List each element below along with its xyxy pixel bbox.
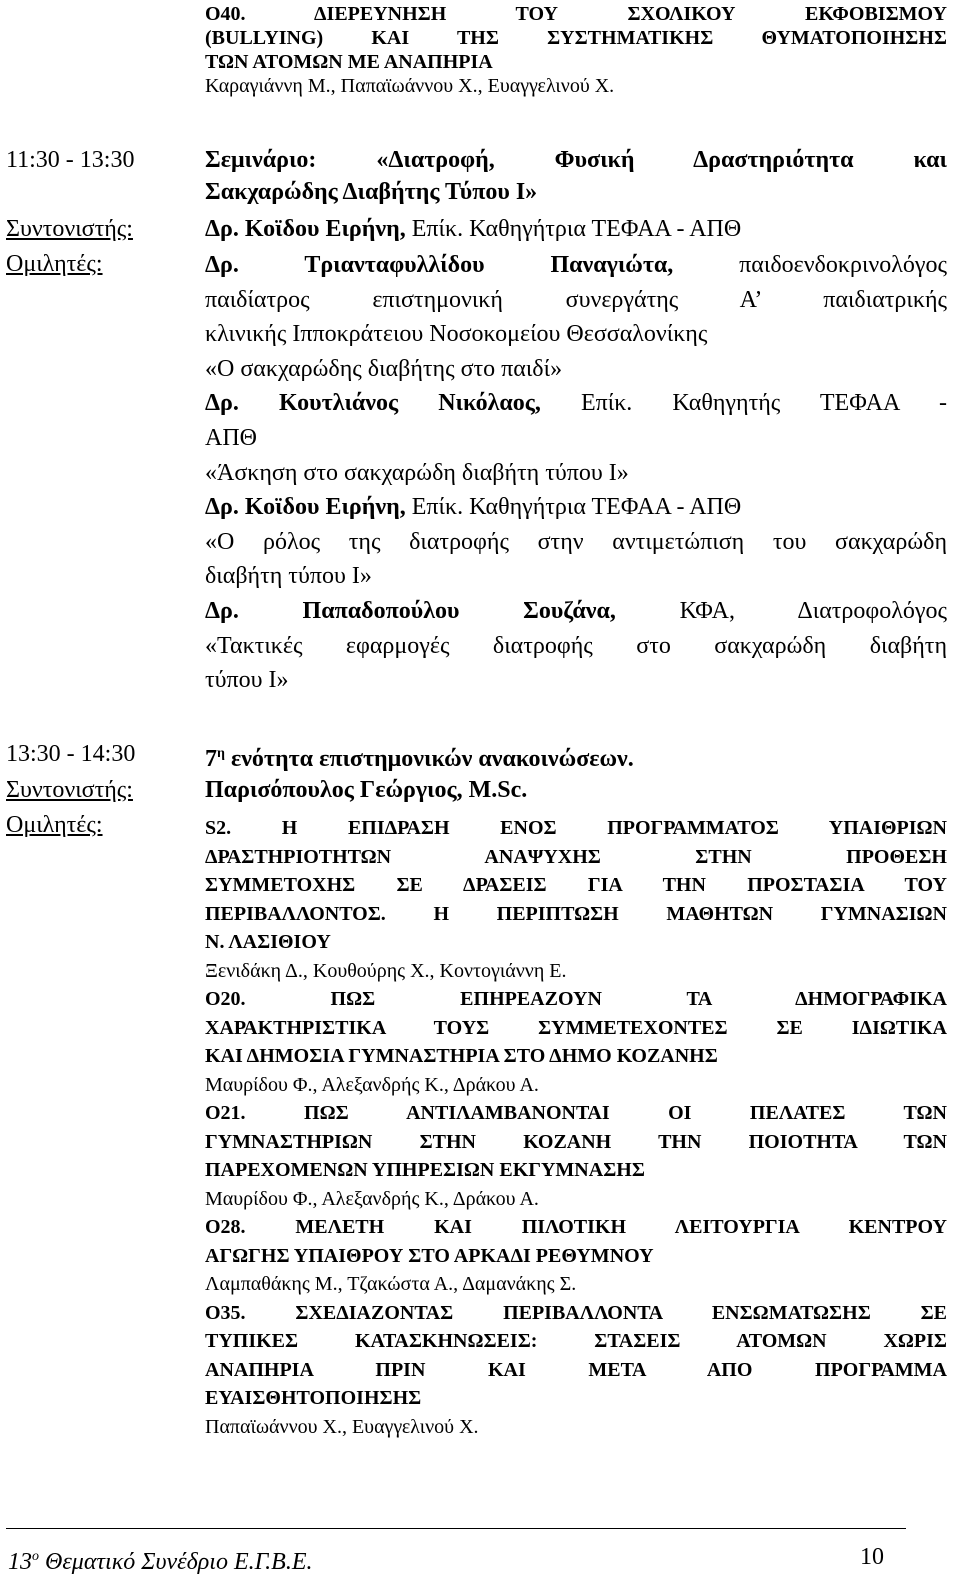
speaker-heading xyxy=(205,386,947,421)
speaker-talk: «Τακτικές εφαρμογές διατροφής στο σακχαρώδη διαβήτη xyxy=(205,632,947,659)
speaker-talk: διαβήτη τύπου Ι» xyxy=(205,563,372,590)
paper-title-line: ΤΥΠΙΚΕΣ ΚΑΤΑΣΚΗΝΩΣΕΙΣ: ΣΤΑΣΕΙΣ ΑΤΟΜΩΝ ΧΩΡΙΣ xyxy=(205,1330,947,1352)
paper-title-line: ΠΑΡΕΧΟΜΕΝΩΝ ΥΠΗΡΕΣΙΩΝ ΕΚΓΥΜΝΑΣΗΣ xyxy=(205,1159,645,1181)
paper-title-line: Ο35. ΣΧΕΔΙΑΖΟΝΤΑΣ ΠΕΡΙΒΑΛΛΟΝΤΑ ΕΝΣΩΜΑΤΩΣΗΣ ΣΕ xyxy=(205,1301,947,1324)
seminar-title-line: Σεμινάριο: «Διατροφή, Φυσική Δραστηριότητα και xyxy=(205,147,947,173)
section7-title-num: 7 xyxy=(205,746,217,772)
speaker-role: παιδοενδοκρινολόγος xyxy=(673,252,947,278)
paper-title-line: Ν. ΛΑΣΙΘΙΟΥ xyxy=(205,931,331,953)
paper-authors: Μαυρίδου Φ., Αλεξανδρής Κ., Δράκου Α. xyxy=(205,1073,539,1096)
seminar-title-line: Σακχαρώδης Διαβήτης Τύπου Ι» xyxy=(205,179,538,205)
section7-title xyxy=(205,738,947,775)
speaker-talk: «Άσκηση στο σακχαρώδη διαβήτη τύπου Ι» xyxy=(205,459,629,486)
paper-title-line: (BULLYING) ΚΑΙ ΤΗΣ ΣΥΣΤΗΜΑΤΙΚΗΣ ΘΥΜΑΤΟΠΟΙΗΣΗΣ xyxy=(205,27,947,49)
paper-authors: Ξενιδάκη Δ., Κουθούρης Χ., Κοντογιάννη Ε. xyxy=(205,959,567,982)
seminar-title xyxy=(205,144,947,208)
seminar-coordinator xyxy=(205,213,947,245)
paper-title-line: Ο21. ΠΩΣ ΑΝΤΙΛΑΜΒΑΝΟΝΤΑΙ ΟΙ ΠΕΛΑΤΕΣ ΤΩΝ xyxy=(205,1102,947,1124)
paper-title-line: ΔΡΑΣΤΗΡΙΟΤΗΤΩΝ ΑΝΑΨΥΧΗΣ ΣΤΗΝ ΠΡΟΘΕΣΗ xyxy=(205,845,947,868)
section7-coordinator: Παρισόπουλος Γεώργιος, M.Sc. xyxy=(205,777,528,803)
footer-num: 13 xyxy=(8,1549,32,1575)
paper-title-line: Ο40. ΔΙΕΡΕΥΝΗΣΗ ΤΟΥ ΣΧΟΛΙΚΟΥ ΕΚΦΟΒΙΣΜΟΥ xyxy=(205,3,947,25)
speaker-role: ΚΦΑ, Διατροφολόγος xyxy=(615,597,948,624)
speaker-heading xyxy=(205,248,947,283)
speaker-heading xyxy=(205,490,947,525)
seminar-time: 11:30 - 13:30 xyxy=(6,147,135,173)
paper-title-line: Ο20. ΠΩΣ ΕΠΗΡΕΑΖΟΥΝ ΤΑ ΔΗΜΟΓΡΑΦΙΚΑ xyxy=(205,988,947,1010)
speaker-heading xyxy=(205,594,947,629)
speaker-role-line: κλινικής Ιπποκράτειου Νοσοκομείου Θεσσαλονίκης xyxy=(205,321,708,348)
paper-title-line: ΑΓΩΓΗΣ ΥΠΑΙΘΡΟΥ ΣΤΟ ΑΡΚΑΔΙ ΡΕΘΥΜΝΟΥ xyxy=(205,1244,654,1267)
section7-coordinator-label: Συντονιστής: xyxy=(6,777,133,803)
paper-authors: Μαυρίδου Φ., Αλεξανδρής Κ., Δράκου Α. xyxy=(205,1187,539,1210)
speaker-name: Δρ. Κοϊδου Ειρήνη, xyxy=(205,494,406,521)
speaker-role-line: παιδίατρος επιστημονική συνεργάτης Α’ παιδιατρικής xyxy=(205,286,947,313)
footer-title: Θεματικό Συνέδριο Ε.Γ.Β.Ε. xyxy=(39,1549,313,1575)
page-number: 10 xyxy=(860,1544,884,1570)
footer-rule xyxy=(6,1528,906,1529)
paper-title-line: Ο28. ΜΕΛΕΤΗ ΚΑΙ ΠΙΛΟΤΙΚΗ ΛΕΙΤΟΥΡΓΙΑ ΚΕΝΤΡΟΥ xyxy=(205,1216,947,1238)
speaker-role: Επίκ. Καθηγητής ΤΕΦΑΑ - xyxy=(540,390,947,417)
paper-title-line: ΑΝΑΠΗΡΙΑ ΠΡΙΝ ΚΑΙ ΜΕΤΑ ΑΠΟ ΠΡΟΓΡΑΜΜΑ xyxy=(205,1358,947,1381)
paper-title-line: ΤΩΝ ΑΤΟΜΩΝ ΜΕ ΑΝΑΠΗΡΙΑ xyxy=(205,51,493,73)
speaker-name: Δρ. Παπαδοπούλου Σουζάνα, xyxy=(205,597,616,624)
section7-time: 13:30 - 14:30 xyxy=(6,741,136,767)
coordinator-name: Δρ. Κοϊδου Ειρήνη, xyxy=(205,216,406,242)
speaker-talk: τύπου Ι» xyxy=(205,667,289,694)
speaker-name: Δρ. Τριανταφυλλίδου Παναγιώτα, xyxy=(205,252,674,278)
speaker-role-line: ΑΠΘ xyxy=(205,424,257,451)
top-paper xyxy=(205,2,947,98)
paper-title-line: S2. Η ΕΠΙΔΡΑΣΗ ΕΝΟΣ ΠΡΟΓΡΑΜΜΑΤΟΣ ΥΠΑΙΘΡΙΩΝ xyxy=(205,817,947,839)
paper-title-line: ΧΑΡΑΚΤΗΡΙΣΤΙΚΑ ΤΟΥΣ ΣΥΜΜΕΤΕΧΟΝΤΕΣ ΣΕ ΙΔΙΩΤΙΚΑ xyxy=(205,1016,947,1039)
speaker-talk: «Ο σακχαρώδης διαβήτης στο παιδί» xyxy=(205,355,563,382)
section7-title-text: ενότητα επιστημονικών ανακοινώσεων. xyxy=(224,746,634,772)
speaker-name: Δρ. Κουτλιάνος Νικόλαος, xyxy=(205,390,541,417)
coordinator-role: Επίκ. Καθηγήτρια ΤΕΦΑΑ - ΑΠΘ xyxy=(405,216,742,242)
seminar-speakers xyxy=(205,248,947,698)
paper-title-line: ΣΥΜΜΕΤΟΧΗΣ ΣΕ ΔΡΑΣΕΙΣ ΓΙΑ ΤΗΝ ΠΡΟΣΤΑΣΙΑ ΤΟΥ xyxy=(205,874,947,896)
paper-authors: Καραγιάννη Μ., Παπαϊωάννου Χ., Ευαγγελινού Χ. xyxy=(205,75,615,97)
section7-title-sup: η xyxy=(217,746,225,761)
footer xyxy=(8,1541,884,1578)
speakers-label: Ομιλητές: xyxy=(6,251,103,277)
footer-sup: ο xyxy=(32,1549,39,1564)
paper-title-line: ΓΥΜΝΑΣΤΗΡΙΩΝ ΣΤΗΝ ΚΟΖΑΝΗ ΤΗΝ ΠΟΙΟΤΗΤΑ ΤΩΝ xyxy=(205,1130,947,1153)
section7-papers xyxy=(205,814,947,1441)
speaker-role: Επίκ. Καθηγήτρια ΤΕΦΑΑ - ΑΠΘ xyxy=(405,494,742,521)
paper-title-line: ΚΑΙ ΔΗΜΟΣΙΑ ΓΥΜΝΑΣΤΗΡΙΑ ΣΤΟ ΔΗΜΟ ΚΟΖΑΝΗΣ xyxy=(205,1045,718,1067)
speaker-talk: «Ο ρόλος της διατροφής στην αντιμετώπιση του σακχαρώδη xyxy=(205,528,947,555)
coordinator-label: Συντονιστής: xyxy=(6,216,133,242)
paper-authors: Παπαϊωάννου Χ., Ευαγγελινού Χ. xyxy=(205,1415,479,1438)
paper-title-line: ΠΕΡΙΒΑΛΛΟΝΤΟΣ. Η ΠΕΡΙΠΤΩΣΗ ΜΑΘΗΤΩΝ ΓΥΜΝΑΣΙΩΝ xyxy=(205,902,947,925)
paper-authors: Λαμπαθάκης Μ., Τζακώστα Α., Δαμανάκης Σ. xyxy=(205,1273,577,1295)
paper-title-line: ΕΥΑΙΣΘΗΤΟΠΟΙΗΣΗΣ xyxy=(205,1387,422,1409)
section7-speakers-label: Ομιλητές: xyxy=(6,812,103,838)
